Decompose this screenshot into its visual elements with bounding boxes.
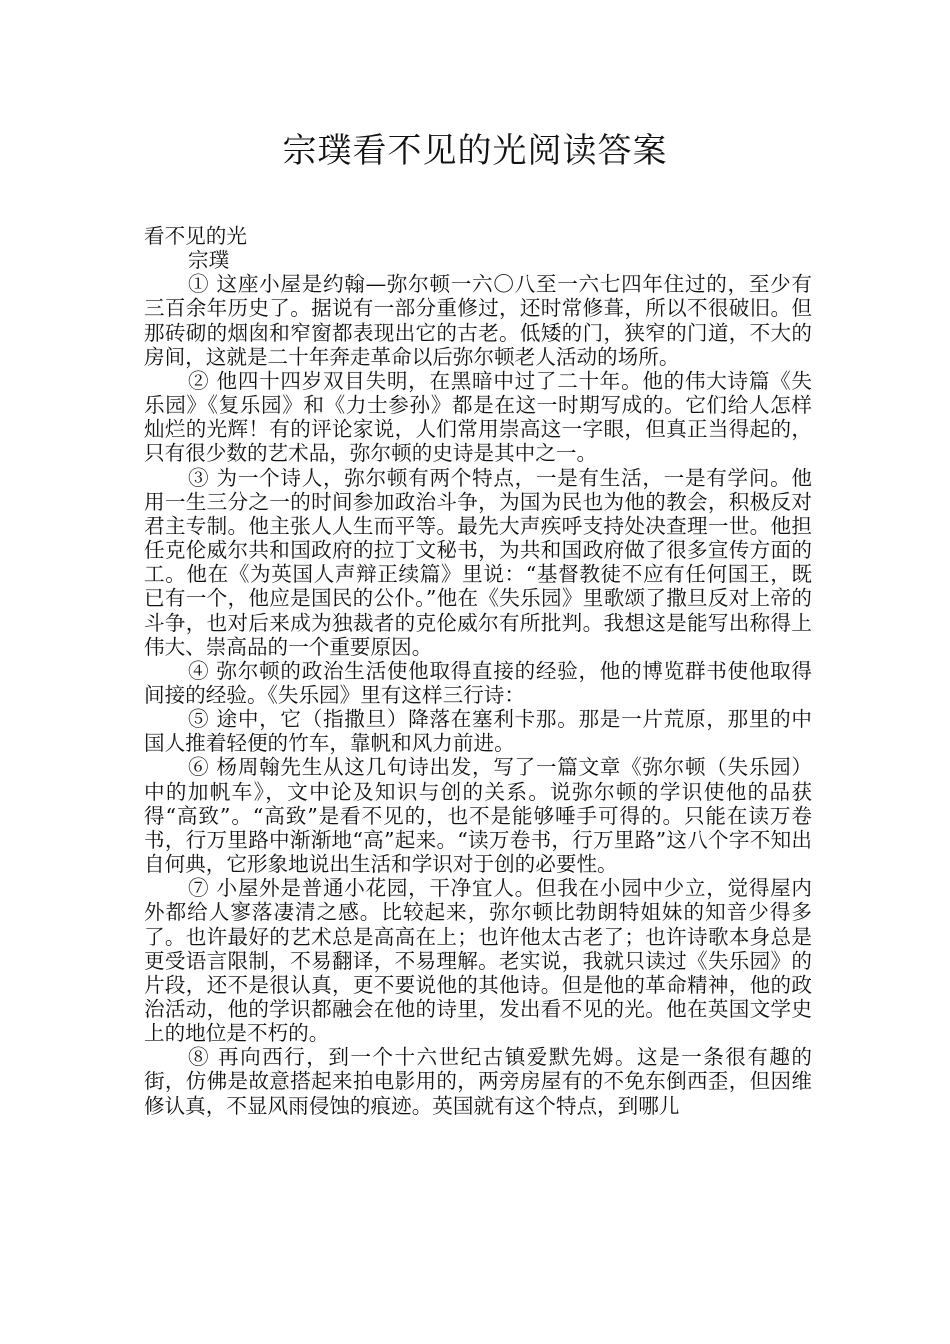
- document-title: 宗璞看不见的光阅读答案: [282, 131, 668, 171]
- paragraph-6: ⑥ 杨周翰先生从这几句诗出发，写了一篇文章《弥尔顿（失乐园）中的加帆车》，文中论及知识与创的关系。说弥尔顿的学识使他的品获得“高致”。“高致”是看不见的，也不是能够唾手可得的。只能在读万卷书，行万里路中渐渐地“高”起来。“读万卷书，行万里路”这八个字不知出自何典，它形象地说出生活和学识对于创的必要性。: [144, 755, 812, 877]
- paragraph-1: ① 这座小屋是约翰—弥尔顿一六〇八至一六七四年住过的，至少有三百余年历史了。据说有一部分重修过，还时常修葺，所以不很破旧。但那砖砌的烟囱和窄窗都表现出它的古老。低矮的门，狭窄的门道，不大的房间，这就是二十年奔走革命以后弥尔顿老人活动的场所。: [144, 272, 812, 369]
- paragraph-2: ② 他四十四岁双目失明，在黑暗中过了二十年。他的伟大诗篇《失乐园》《复乐园》和《力士参孙》都是在这一时期写成的。它们给人怎样灿烂的光辉！有的评论家说，人们常用崇高这一字眼，但真正当得起的，只有很少数的艺术品，弥尔顿的史诗是其中之一。: [144, 368, 812, 466]
- document-body: [144, 224, 812, 1118]
- essay-title: 看不见的光: [144, 224, 247, 248]
- essay-author: 宗璞: [188, 248, 230, 273]
- paragraph-5: ⑤ 途中，它（指撒旦）降落在塞利卡那。那是一片荒原，那里的中国人推着轻便的竹车，靠帆和风力前进。: [144, 707, 812, 756]
- paragraph-8: ⑧ 再向西行，到一个十六世纪古镇爱默先姆。这是一条很有趣的街，仿佛是故意搭起来拍电影用的，两旁房屋有的不免东倒西歪，但因维修认真，不显风雨侵蚀的痕迹。英国就有这个特点，到哪儿: [144, 1045, 812, 1118]
- paragraph-7: ⑦ 小屋外是普通小花园，干净宜人。但我在小园中少立，觉得屋内外都给人寥落凄清之感。比较起来，弥尔顿比勃朗特姐妹的知音少得多了。也许最好的艺术总是高高在上；也许他太古老了；也许诗歌本身总是更受语言限制，不易翻译，不易理解。老实说，我就只读过《失乐园》的片段，还不是很认真，更不要说他的其他诗。但是他的革命精神，他的政治活动，他的学识都融会在他的诗里，发出看不见的光。他在英国文学史上的地位是不朽的。: [144, 876, 812, 1046]
- paragraph-4: ④ 弥尔顿的政治生活使他取得直接的经验，他的博览群书使他取得间接的经验。《失乐园》里有这样三行诗：: [144, 658, 812, 707]
- paragraph-3: ③ 为一个诗人，弥尔顿有两个特点，一是有生活，一是有学问。他用一生三分之一的时间参加政治斗争，为国为民也为他的教会，积极反对君主专制。他主张人人生而平等。最先大声疾呼支持处决查理一世。他担任克伦威尔共和国政府的拉丁文秘书，为共和国政府做了很多宣传方面的工。他在《为英国人声辩正续篇》里说：“基督教徒不应有任何国王，既已有一个，他应是国民的公仆。”他在《失乐园》里歌颂了撒旦反对上帝的斗争，也对后来成为独裁者的克伦威尔有所批判。我想这是能写出称得上伟大、崇高品的一个重要原因。: [144, 465, 812, 659]
